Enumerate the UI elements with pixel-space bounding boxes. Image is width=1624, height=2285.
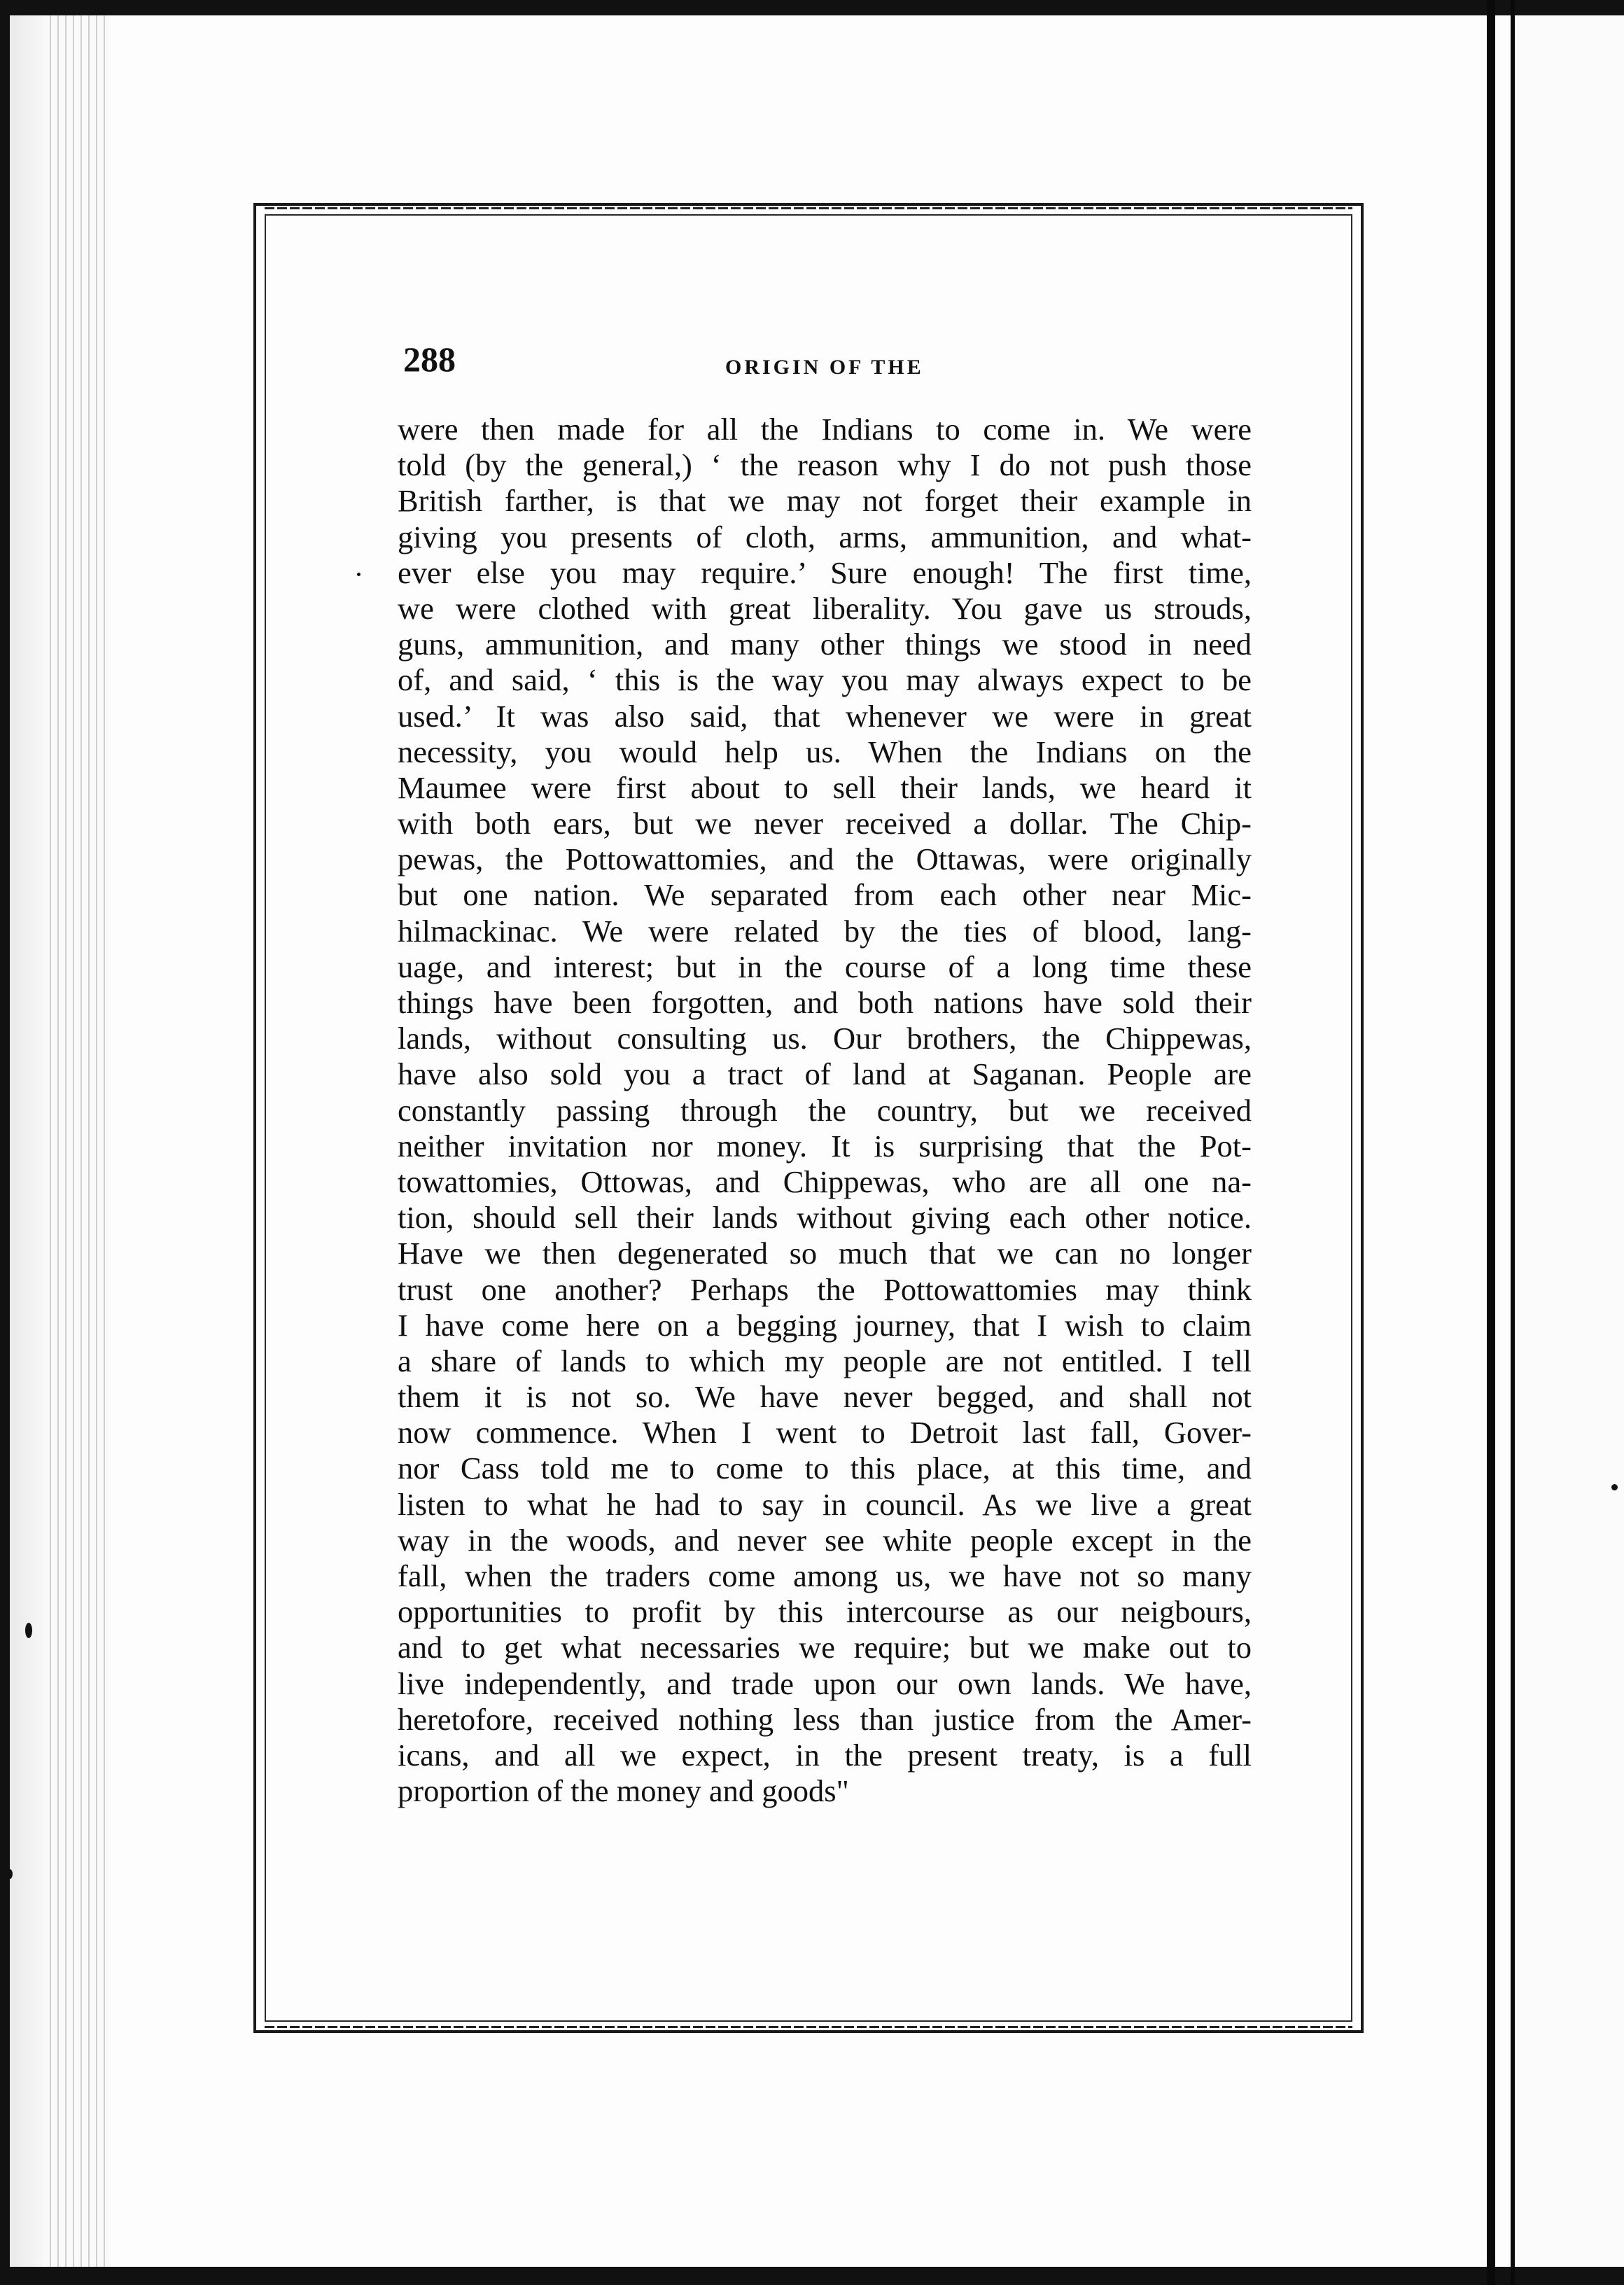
text-line: fall, when the traders come among us, we have not so many <box>398 1558 1252 1593</box>
binding-gutter <box>1487 0 1495 2285</box>
text-line: proportion of the money and goods" <box>398 1773 849 1809</box>
text-line: towattomies, Ottowas, and Chippewas, who are all one na- <box>398 1164 1252 1199</box>
text-line: hilmackinac. We were related by the ties of blood, lang- <box>398 913 1252 949</box>
text-line: Have we then degenerated so much that we can no longer <box>398 1236 1252 1271</box>
text-line: way in the woods, and never see white people except in the <box>398 1522 1252 1558</box>
text-line: neither invitation nor money. It is surprising that the Pot- <box>398 1128 1252 1164</box>
text-line: ever else you may require.’ Sure enough! The first time, <box>398 554 1252 590</box>
page-number: 288 <box>403 340 456 379</box>
ink-speck <box>25 1623 32 1638</box>
text-line: nor Cass told me to come to this place, at this time, and <box>398 1451 1252 1486</box>
frame-rule-top <box>265 207 1352 209</box>
text-line: but one nation. We separated from each other near Mic- <box>398 877 1252 913</box>
text-line: listen to what he had to say in council. As we live a great <box>398 1486 1252 1522</box>
text-line: a share of lands to which my people are not entitled. I tell <box>398 1343 1252 1378</box>
text-line: we were clothed with great liberality. You gave us strouds, <box>398 590 1252 626</box>
text-line: told (by the general,) ‘ the reason why I do not push those <box>398 447 1252 483</box>
text-line: I have come here on a begging journey, that I wish to claim <box>398 1307 1252 1343</box>
text-line: of, and said, ‘ this is the way you may always expect to be <box>398 662 1252 698</box>
frame-rule-bottom <box>265 2026 1352 2028</box>
page-stack-edges <box>43 15 111 2267</box>
text-line: pewas, the Pottowattomies, and the Ottawas, were originally <box>398 841 1252 877</box>
scanner-border-bottom <box>0 2267 1624 2285</box>
text-line: them it is not so. We have never begged, and shall not <box>398 1379 1252 1415</box>
binding-gutter-edge <box>1511 0 1515 2285</box>
text-line: British farther, is that we may not forget their example in <box>398 483 1252 519</box>
ink-speck <box>1611 1484 1618 1490</box>
scanner-border-left <box>0 0 10 2285</box>
running-head: ORIGIN OF THE <box>725 356 924 379</box>
text-line: constantly passing through the country, but we received <box>398 1092 1252 1128</box>
facing-page-edge <box>1515 15 1624 2267</box>
text-line: uage, and interest; but in the course of a long time these <box>398 949 1252 984</box>
text-line: Maumee were first about to sell their lands, we heard it <box>398 769 1252 805</box>
page-stack-shadow <box>10 15 45 2267</box>
text-line: with both ears, but we never received a dollar. The Chip- <box>398 806 1252 841</box>
text-line: trust one another? Perhaps the Pottowattomies may think <box>398 1271 1252 1307</box>
text-line: used.’ It was also said, that whenever we were in great <box>398 698 1252 734</box>
text-line: heretofore, received nothing less than justice from the Amer- <box>398 1701 1252 1737</box>
text-line: live independently, and trade upon our own lands. We have, <box>398 1665 1252 1701</box>
text-line: have also sold you a tract of land at Saganan. People are <box>398 1056 1252 1092</box>
scanner-border-top <box>0 0 1624 15</box>
text-line: now commence. When I went to Detroit last fall, Gover- <box>398 1415 1252 1451</box>
body-text <box>398 412 1252 1809</box>
text-line: and to get what necessaries we require; but we make out to <box>398 1630 1252 1665</box>
ink-speck <box>7 1869 13 1879</box>
text-line: were then made for all the Indians to come in. We were <box>398 412 1252 447</box>
text-line: tion, should sell their lands without giving each other notice. <box>398 1200 1252 1236</box>
text-line: guns, ammunition, and many other things we stood in need <box>398 627 1252 662</box>
text-line: lands, without consulting us. Our brothers, the Chippewas, <box>398 1021 1252 1056</box>
text-line: opportunities to profit by this intercourse as our neigbours, <box>398 1594 1252 1630</box>
text-line: necessity, you would help us. When the Indians on the <box>398 734 1252 769</box>
text-line: icans, and all we expect, in the present treaty, is a full <box>398 1737 1252 1773</box>
text-line: giving you presents of cloth, arms, ammunition, and what- <box>398 519 1252 554</box>
text-line: things have been forgotten, and both nations have sold their <box>398 985 1252 1020</box>
